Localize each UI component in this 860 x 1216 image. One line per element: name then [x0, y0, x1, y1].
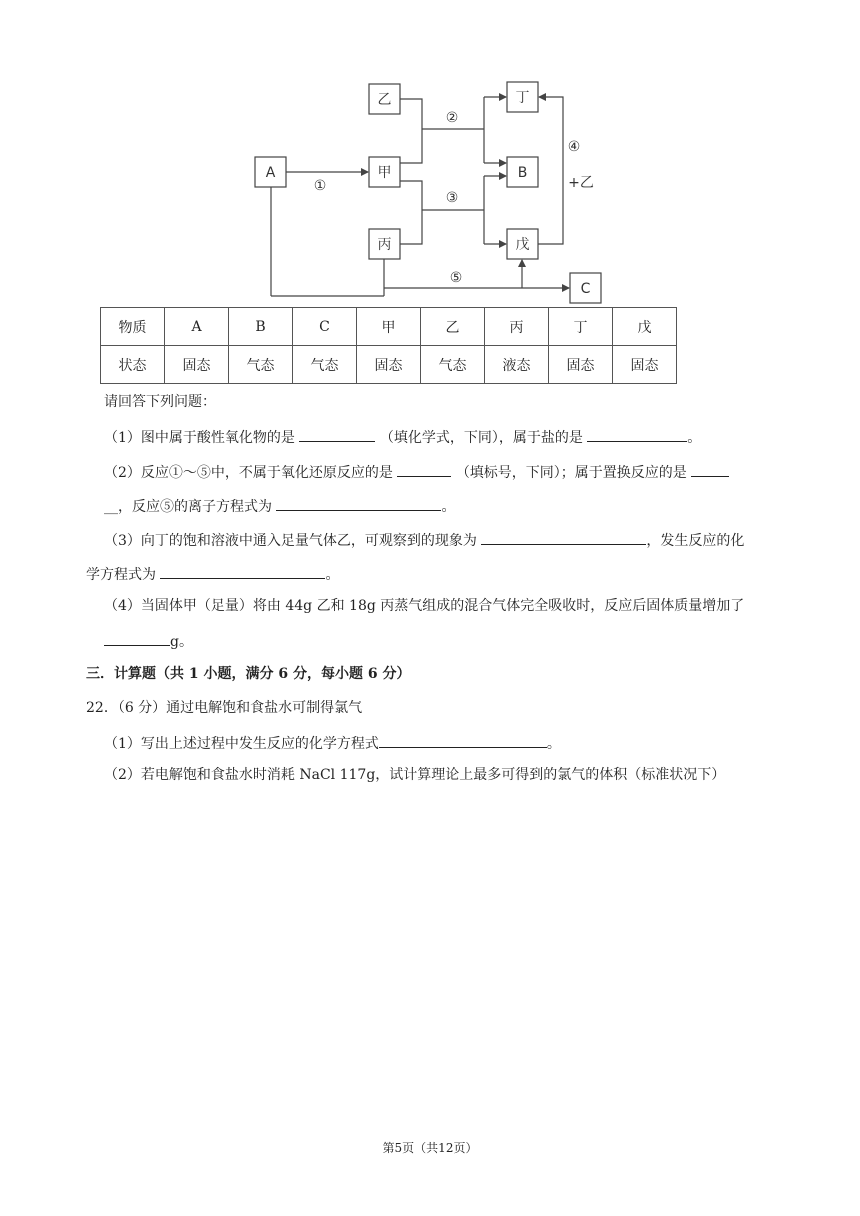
label-r4: ④: [567, 139, 581, 155]
bracket-yi-jia: [400, 99, 422, 163]
label-r5: ⑤: [449, 270, 463, 286]
question-prompt: 请回答下列问题：: [104, 394, 216, 410]
svg-text:甲: 甲: [377, 165, 392, 181]
svg-text:乙: 乙: [377, 92, 392, 108]
page-footer: 第5页（共12页）: [382, 1141, 478, 1155]
question-3-cont: [86, 563, 339, 585]
svg-text:丁: 丁: [515, 90, 530, 106]
bracket-jia-bing: [400, 181, 422, 244]
label-r1: ①: [313, 178, 327, 194]
question-2: [104, 461, 729, 483]
table-cell: C: [293, 308, 357, 346]
table-cell: 气态: [229, 346, 293, 384]
question-3-text: 。: [325, 567, 340, 583]
question-1-text: 。: [687, 430, 702, 446]
question-3-text: （3）向丁的饱和溶液中通入足量气体乙，可观察到的现象为: [104, 533, 477, 549]
table-cell: B: [229, 308, 293, 346]
answer-blank[interactable]: [397, 461, 451, 477]
table-row: [101, 308, 677, 346]
table-cell: 液态: [485, 346, 549, 384]
question-1-text: （1）图中属于酸性氧化物的是: [104, 430, 295, 446]
table-cell: A: [165, 308, 229, 346]
svg-text:戊: 戊: [515, 237, 530, 253]
question-3-text: ，发生反应的化: [646, 533, 745, 549]
table-cell: 气态: [421, 346, 485, 384]
question-1-text: （填化学式，下同），属于盐的是: [379, 430, 583, 446]
svg-text:丙: 丙: [377, 237, 392, 253]
substance-state-table: [100, 307, 677, 384]
answer-blank[interactable]: [299, 426, 375, 442]
node-yi: [369, 84, 400, 114]
answer-blank[interactable]: [379, 732, 547, 748]
node-B: [507, 157, 538, 187]
question-22-1-text: 。: [546, 736, 561, 752]
question-22-1-text: （1）写出上述过程中发生反应的化学方程式: [104, 736, 379, 752]
arrow-wu-to-ding: [538, 97, 563, 244]
table-row: [101, 346, 677, 384]
question-4: （4）当固体甲（足量）将由 44g 乙和 18g 丙蒸气组成的混合气体完全吸收时，反应后固体质量增加了: [104, 598, 745, 614]
table-cell: 物质: [101, 308, 165, 346]
reaction-flow-diagram: [0, 0, 860, 310]
answer-blank[interactable]: [276, 495, 441, 511]
label-plus-yi: +乙: [568, 175, 594, 191]
table-cell: 固态: [357, 346, 421, 384]
table-cell: 丁: [549, 308, 613, 346]
question-1: [104, 426, 701, 448]
table-cell: 固态: [165, 346, 229, 384]
answer-blank[interactable]: [160, 563, 325, 579]
question-2-text: （填标号，下同）；属于置换反应的是: [455, 465, 687, 481]
node-bing: [369, 229, 400, 259]
table-cell: 气态: [293, 346, 357, 384]
node-ding: [507, 82, 538, 112]
question-2-text: （2）反应①～⑤中，不属于氧化还原反应的是: [104, 465, 393, 481]
section-heading: 三．计算题（共 1 小题，满分 6 分，每小题 6 分）: [86, 666, 411, 682]
node-C: [570, 273, 601, 303]
question-22-1: [104, 732, 561, 754]
answer-blank[interactable]: [481, 529, 646, 545]
table-cell: 状态: [101, 346, 165, 384]
svg-text:B: B: [517, 165, 528, 181]
table-cell: 甲: [357, 308, 421, 346]
question-4-text: g。: [170, 634, 193, 650]
question-4-cont: [104, 630, 193, 652]
svg-text:A: A: [265, 165, 276, 181]
label-r2: ②: [445, 110, 459, 126]
node-A: [255, 157, 286, 187]
question-22: 22．（6 分）通过电解饱和食盐水可制得氯气: [86, 700, 363, 716]
node-wu: [507, 229, 538, 259]
answer-blank[interactable]: [691, 461, 729, 477]
table-cell: 丙: [485, 308, 549, 346]
question-2-text: __，反应⑤的离子方程式为: [104, 499, 272, 515]
table-cell: 戊: [613, 308, 677, 346]
svg-text:C: C: [580, 281, 591, 297]
question-22-2: （2）若电解饱和食盐水时消耗 NaCl 117g，试计算理论上最多可得到的氯气的体积（标准状况下）: [104, 767, 726, 783]
question-3: [104, 529, 744, 551]
question-2-text: 。: [441, 499, 456, 515]
table-cell: 固态: [549, 346, 613, 384]
table-cell: 乙: [421, 308, 485, 346]
label-r3: ③: [445, 190, 459, 206]
answer-blank[interactable]: [104, 630, 170, 646]
table-cell: 固态: [613, 346, 677, 384]
answer-blank[interactable]: [587, 426, 687, 442]
node-jia: [369, 157, 400, 187]
question-3-text: 学方程式为: [86, 567, 156, 583]
question-2-cont: [104, 495, 455, 517]
